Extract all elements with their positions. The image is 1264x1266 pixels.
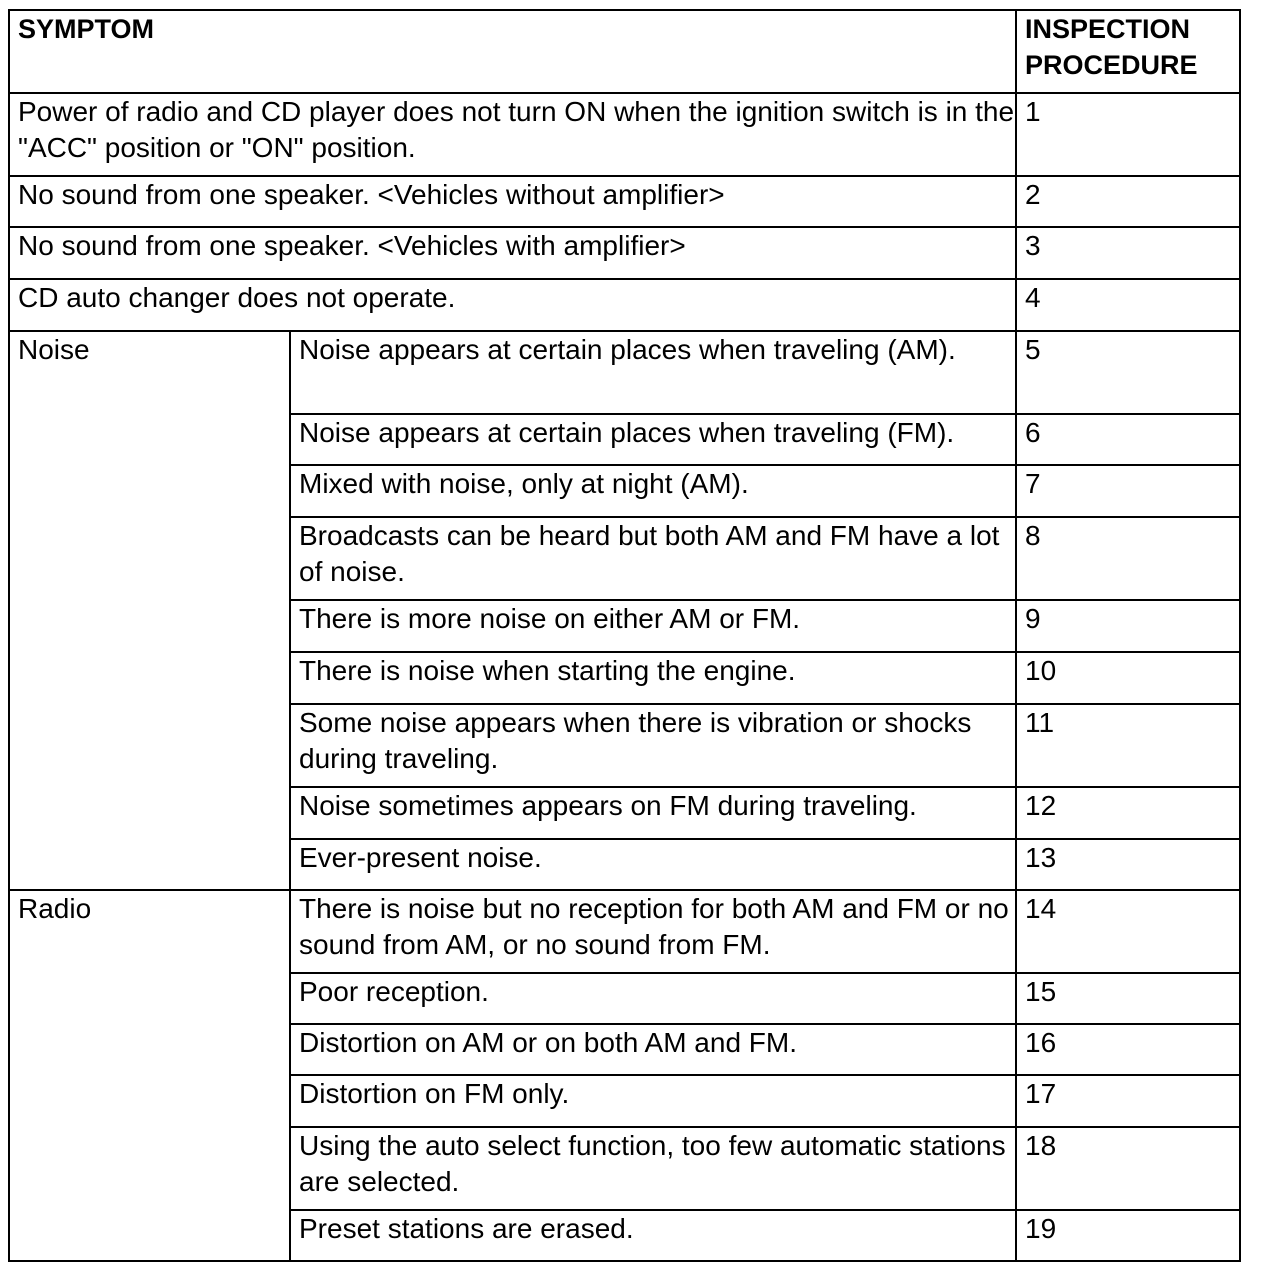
procedure-cell: 1 (1016, 93, 1240, 176)
inspection-header-line2: PROCEDURE (1025, 50, 1198, 80)
symptom-cell: Noise sometimes appears on FM during traveling. (290, 787, 1016, 839)
procedure-cell: 8 (1016, 517, 1240, 600)
procedure-cell: 18 (1016, 1127, 1240, 1210)
procedure-cell: 13 (1016, 839, 1240, 890)
procedure-cell: 3 (1016, 227, 1240, 279)
symptom-cell: There is noise when starting the engine. (290, 652, 1016, 704)
procedure-cell: 5 (1016, 331, 1240, 414)
procedure-cell: 17 (1016, 1075, 1240, 1127)
category-cell-radio: Radio (9, 890, 290, 1261)
procedure-cell: 4 (1016, 279, 1240, 331)
symptom-header: SYMPTOM (9, 10, 1016, 93)
procedure-cell: 12 (1016, 787, 1240, 839)
table-row (9, 331, 1240, 414)
symptom-cell: Ever-present noise. (290, 839, 1016, 890)
symptom-cell: Noise appears at certain places when traveling (FM). (290, 414, 1016, 465)
table-row (9, 279, 1240, 331)
symptom-cell: Power of radio and CD player does not turn ON when the ignition switch is in the "ACC" position or "ON" position. (9, 93, 1016, 176)
symptom-cell: Mixed with noise, only at night (AM). (290, 465, 1016, 517)
table-row (9, 93, 1240, 176)
table-row (9, 176, 1240, 227)
symptom-cell: CD auto changer does not operate. (9, 279, 1016, 331)
symptom-cell: Distortion on AM or on both AM and FM. (290, 1024, 1016, 1075)
symptom-cell: There is more noise on either AM or FM. (290, 600, 1016, 652)
symptom-cell: Using the auto select function, too few automatic stations are selected. (290, 1127, 1016, 1210)
procedure-cell: 16 (1016, 1024, 1240, 1075)
procedure-cell: 11 (1016, 704, 1240, 787)
symptom-cell: Preset stations are erased. (290, 1210, 1016, 1261)
inspection-header-line1: INSPECTION (1025, 14, 1191, 44)
procedure-cell: 15 (1016, 973, 1240, 1024)
symptom-cell: Distortion on FM only. (290, 1075, 1016, 1127)
procedure-cell: 9 (1016, 600, 1240, 652)
symptom-cell: Poor reception. (290, 973, 1016, 1024)
table-row (9, 227, 1240, 279)
symptom-cell: Some noise appears when there is vibration or shocks during traveling. (290, 704, 1016, 787)
category-cell-noise: Noise (9, 331, 290, 890)
table-row (9, 890, 1240, 973)
header-row (9, 10, 1240, 93)
symptom-cell: Noise appears at certain places when traveling (AM). (290, 331, 1016, 414)
procedure-cell: 19 (1016, 1210, 1240, 1261)
inspection-procedure-header (1016, 10, 1240, 93)
symptom-cell: Broadcasts can be heard but both AM and FM have a lot of noise. (290, 517, 1016, 600)
procedure-cell: 14 (1016, 890, 1240, 973)
procedure-cell: 7 (1016, 465, 1240, 517)
symptom-table (8, 9, 1241, 1262)
symptom-cell: No sound from one speaker. <Vehicles with amplifier> (9, 227, 1016, 279)
symptom-cell: No sound from one speaker. <Vehicles without amplifier> (9, 176, 1016, 227)
procedure-cell: 10 (1016, 652, 1240, 704)
symptom-cell: There is noise but no reception for both AM and FM or no sound from AM, or no sound from FM. (290, 890, 1016, 973)
procedure-cell: 2 (1016, 176, 1240, 227)
procedure-cell: 6 (1016, 414, 1240, 465)
